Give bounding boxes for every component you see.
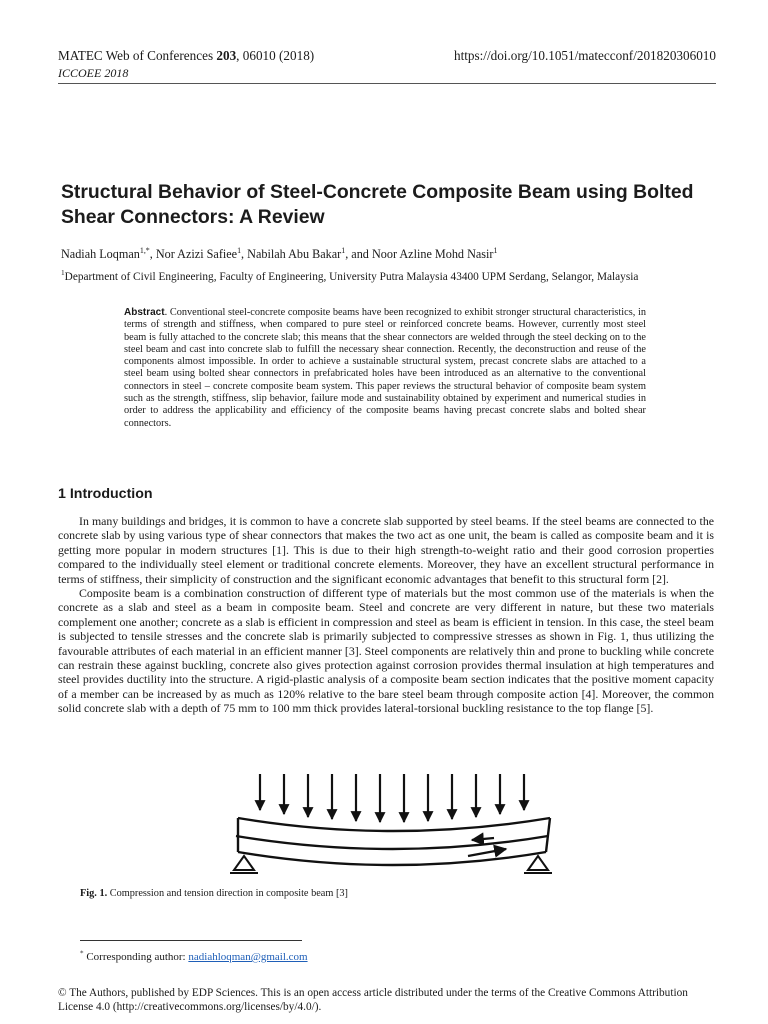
footnote-marker: *: [80, 949, 84, 958]
journal-article-number: , 06010 (2018): [236, 48, 315, 63]
affiliation-text: Department of Civil Engineering, Faculty of Engineering, University Putra Malaysia 43400 UPM Serdang, Selangor, Malaysia: [64, 271, 639, 283]
abstract-text: . Conventional steel-concrete composite beams have been recognized to exhibit stronger structural characteristics, in terms of strength and stiffness, when compared to pure steel or reinforced concrete beams. However, currently most steel beam is fully attached to the concrete slab; this means that the shear connectors are welded through the steel decking on to the steel beam and cast into concrete slab to fulfill the necessary shear connection. Recently, the deconstruction and reuse of the components almost impossible. In order to achieve a sustainable structural system, precast concrete slabs are attached to a steel beam using bolted shear connectors in prefabricated holes have been introduced as an alternative to the conventional connectors in steel – concrete composite beam system. This paper reviews the structural behavior of composite beam system such as the strength, stiffness, slip behavior, failure mode and sustainability obtained by experiment and numerical studies in order to address the applicability and efficiency of the composite beams having precast concrete slabs and bolted shear connectors.: [124, 307, 646, 429]
author-separator: ,: [241, 247, 248, 261]
figure-label: Fig. 1.: [80, 888, 108, 899]
author-affiliation-marker: 1: [237, 245, 242, 255]
affiliation: [61, 268, 639, 283]
slab-steel-interface: [236, 836, 548, 849]
figure-caption: [80, 888, 348, 899]
author-name: Nadiah Loqman: [61, 247, 140, 261]
load-arrows: [260, 774, 524, 822]
journal-citation: [58, 48, 314, 64]
author-separator: , and: [345, 247, 372, 261]
footnote-divider: [80, 940, 302, 941]
tension-arrow: [468, 849, 506, 856]
footnote-text: Corresponding author:: [83, 951, 189, 963]
affiliation-marker: 1: [61, 268, 65, 278]
slip-arrows: [468, 838, 506, 856]
section-heading: 1 Introduction: [58, 486, 153, 502]
author-list: [61, 247, 497, 262]
doi-link[interactable]: https://doi.org/10.1051/matecconf/201820306010: [453, 48, 716, 63]
author: [156, 247, 247, 261]
author: [372, 247, 498, 261]
conference-name: ICCOEE 2018: [58, 66, 129, 80]
paper-title: Structural Behavior of Steel-Concrete Composite Beam using Bolted Shear Connectors: A Review: [61, 181, 694, 228]
section-body: [58, 514, 714, 716]
journal-name: MATEC Web of Conferences: [58, 48, 217, 63]
beam: [236, 818, 550, 865]
paragraph: Composite beam is a combination construction of different type of materials but the most common use of the materials is when the concrete as a slab and steel as a beam in composite beam. Steel and concrete are very different in nature, but these two materials complement one another; concrete as a slab is efficient in compression and steel as beam is efficient in tension. In this case, the steel beam is subjected to tensile stresses and the concrete slab is primarily subjected to compressive stresses as shown in Fig. 1, thus utilizing the favourable attributes of each material in an efficient manner [3]. Steel components are relatively thin and prone to buckling while concrete can restrain these against buckling, concrete also gives protection against corrosion provides thermal insulation at high temperatures and steel provides ductility into the structure. A rigid-plastic analysis of a composite beam section indicates that the positive moment capacity of a member can be increased by as much as 120% relative to the bare steel beam through composite action [4]. Moreover, the common solid concrete slab with a depth of 75 mm to 100 mm thick provides lateral-torsional buckling resistance to the top flange [5].: [58, 586, 715, 716]
author-affiliation-marker: 1: [493, 245, 498, 255]
journal-volume: 203: [216, 48, 237, 63]
license-notice: © The Authors, published by EDP Sciences. This is an open access article distributed under the terms of the Creative Commons Attribution License 4.0 (http://creativecommons.org/licenses/by/4.0/).: [58, 987, 688, 1013]
author: [61, 247, 156, 261]
abstract-label: Abstract: [124, 307, 165, 318]
author-name: Nabilah Abu Bakar: [247, 247, 342, 261]
author-affiliation-marker: 1,*: [139, 245, 150, 255]
author-separator: ,: [149, 247, 156, 261]
right-support: [528, 856, 548, 870]
footnote: [80, 951, 308, 963]
left-support: [234, 856, 254, 870]
author-email-link[interactable]: nadiahloqman@gmail.com: [188, 951, 308, 963]
author-affiliation-marker: 1: [341, 245, 346, 255]
compression-arrow: [472, 838, 494, 840]
header-divider: [58, 83, 716, 84]
author: [247, 247, 372, 261]
author-name: Noor Azline Mohd Nasir: [371, 247, 494, 261]
composite-beam-figure: [228, 774, 568, 884]
paragraph: In many buildings and bridges, it is common to have a concrete slab supported by steel beams. If the steel beams are connected to the concrete slab by using various type of shear connectors that makes the two act as one unit, the beam is called as composite beam and it is getting more popular in modern structures [1]. This is due to their high strength-to-weight ratio and their good corrosion properties compared to the individually steel element or traditional concrete elements. Moreover, they have an excellent structural performance in terms of stiffness, their simplicity of construction and the significant economic advantages that benefit to this structural form [2].: [58, 514, 714, 586]
beam-right-end: [546, 818, 550, 852]
figure-caption-text: Compression and tension direction in composite beam [3]: [107, 888, 348, 899]
author-name: Nor Azizi Safiee: [155, 247, 238, 261]
beam-bottom-edge: [238, 852, 546, 865]
abstract: [124, 307, 646, 430]
slab-top-edge: [238, 818, 550, 831]
